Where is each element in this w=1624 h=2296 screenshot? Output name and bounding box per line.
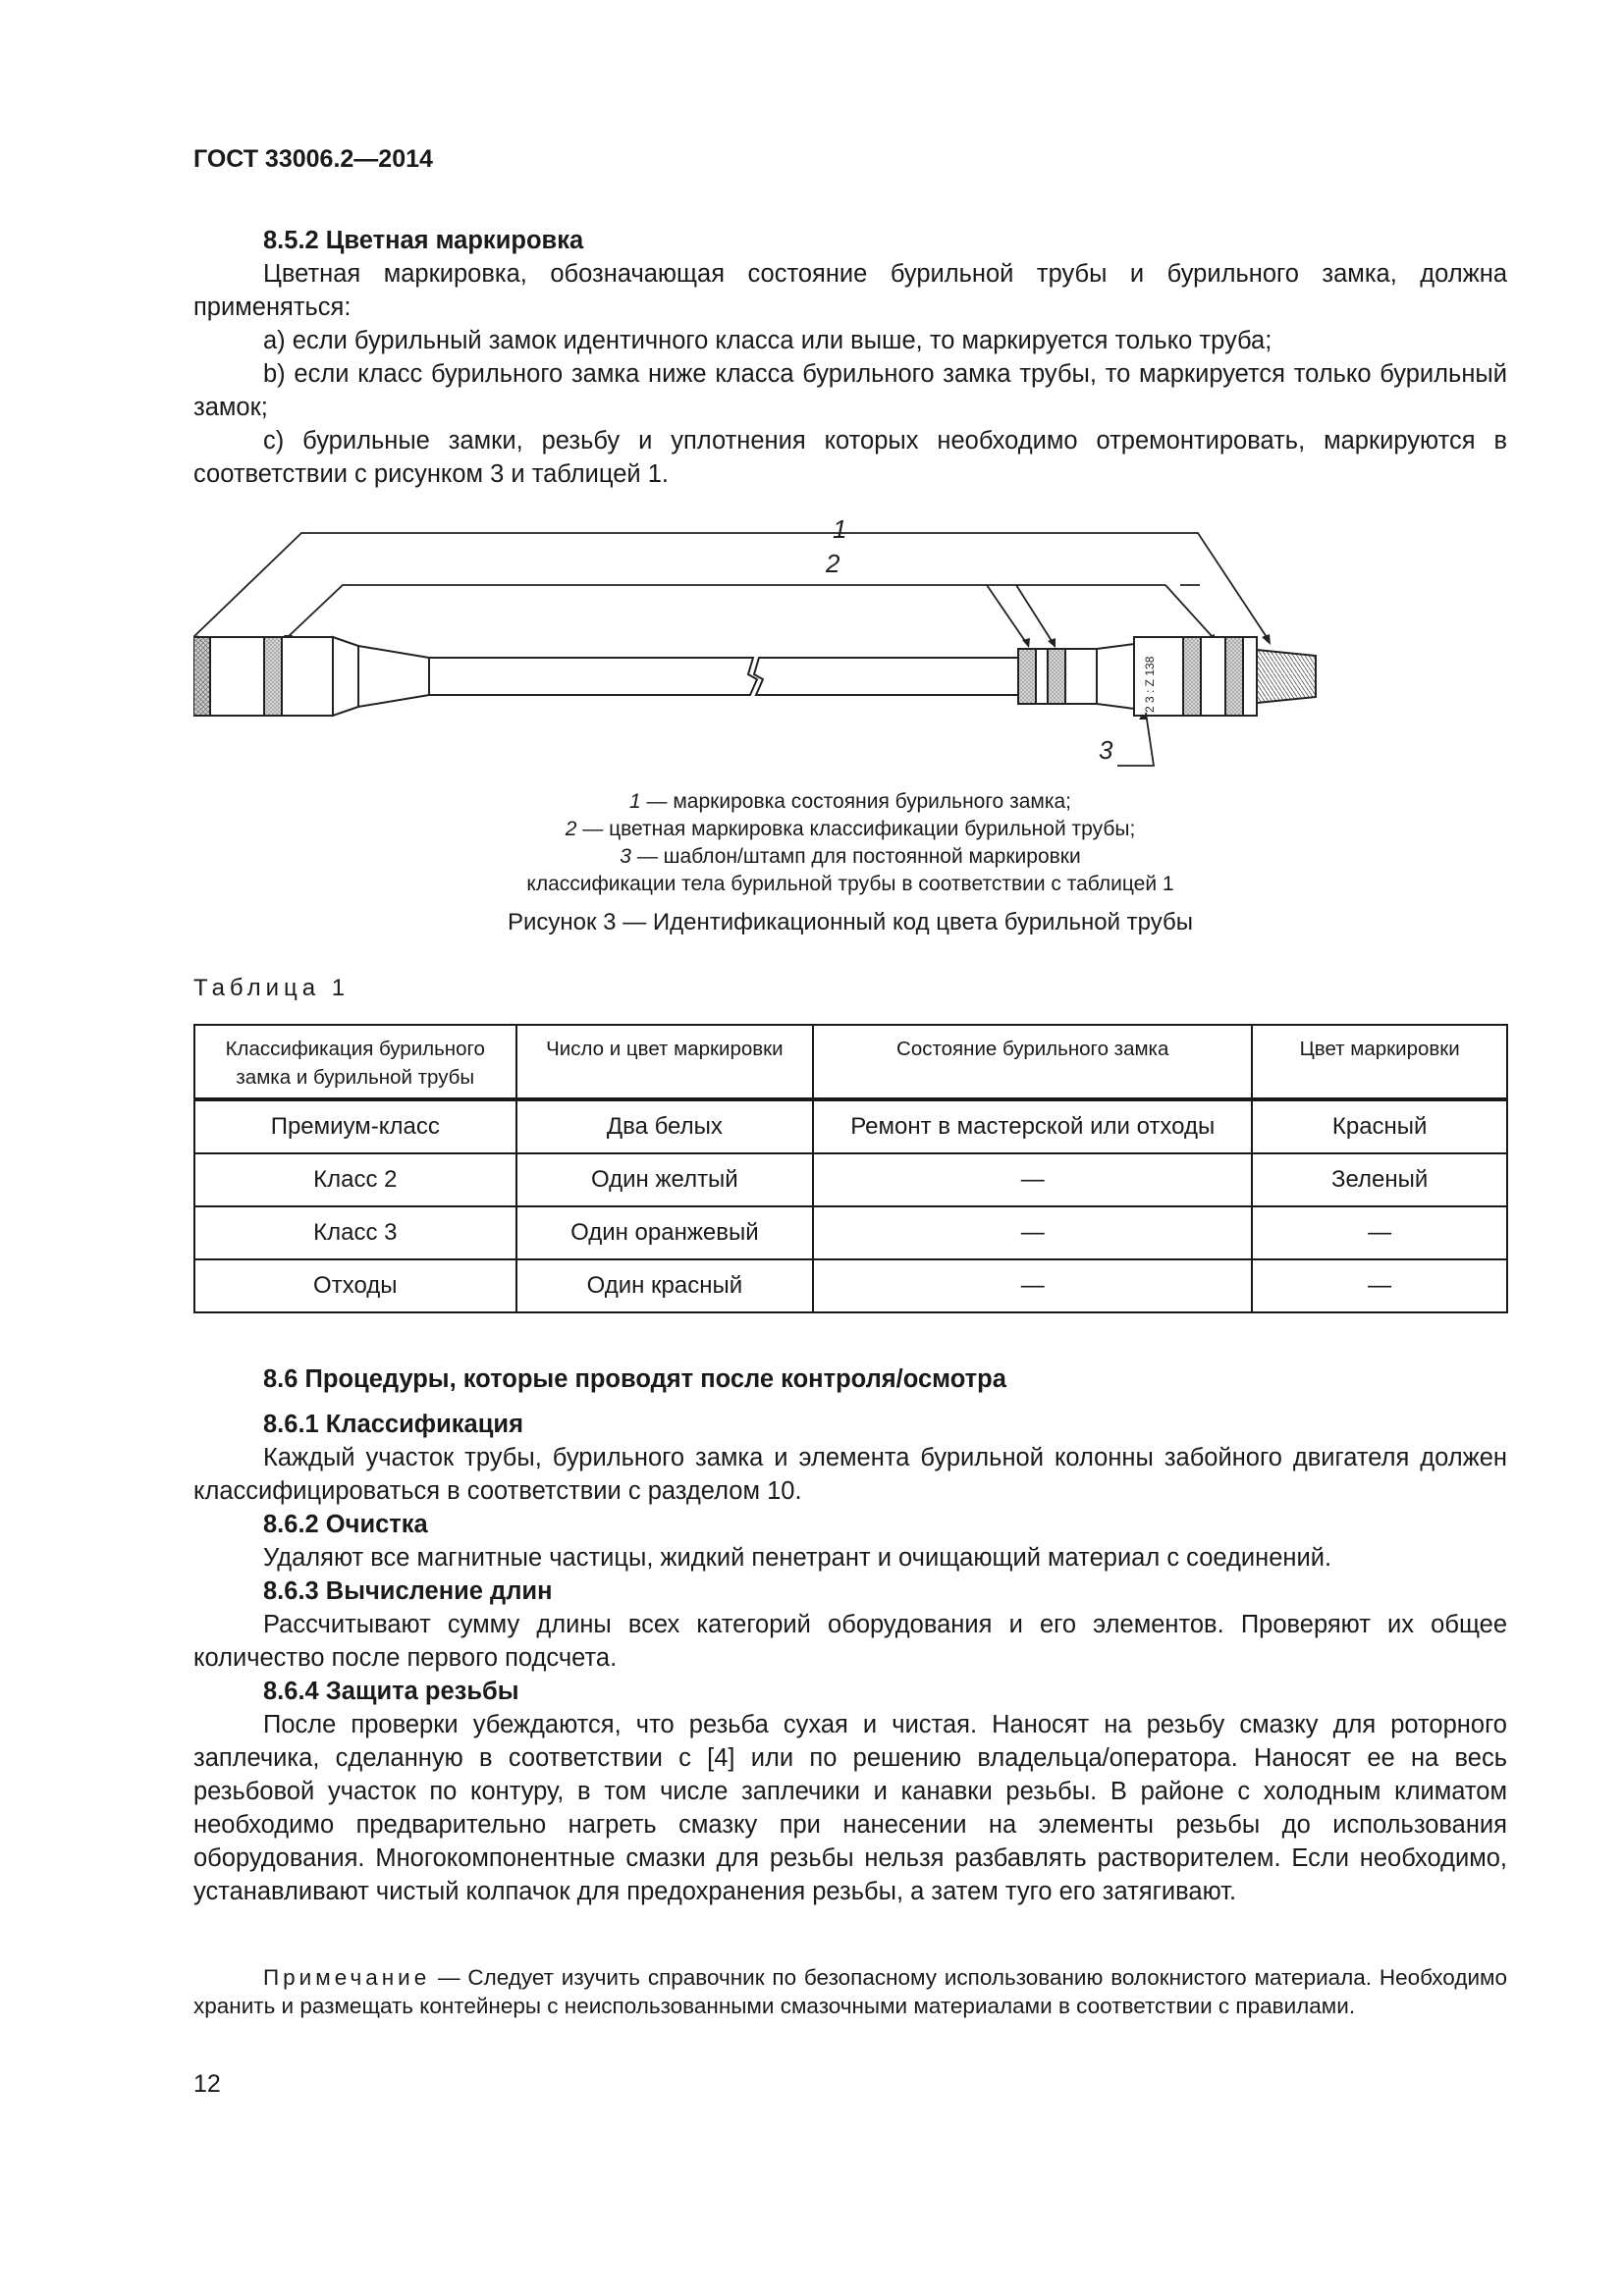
- column-header: Классификация бурильного замка и бурильной трубы: [194, 1025, 516, 1099]
- list-item-b: b) если класс бурильного замка ниже класса бурильного замка трубы, то маркируется только бурильный замок;: [193, 360, 1507, 421]
- table-cell: Премиум-класс: [194, 1099, 516, 1153]
- note-label: Примечание: [263, 1965, 431, 1990]
- table-cell: Класс 2: [194, 1153, 516, 1206]
- paragraph-8-6-1: Каждый участок трубы, бурильного замка и элемента бурильной колонны забойного двигателя должен классифицироваться в соответствии с разделом 10.: [193, 1444, 1507, 1505]
- table-cell: Красный: [1252, 1099, 1507, 1153]
- legend-text: — цветная маркировка классификации бурильной трубы;: [576, 818, 1136, 840]
- legend-line-3: [193, 843, 1507, 871]
- note-text: — Следует изучить справочник по безопасному использованию волокнистого материала. Необходимо хранить и размещать контейнеры с неиспользованными смазочными материалами в соответствии с правилами.: [193, 1965, 1507, 2018]
- subsection-heading-8-6-3: 8.6.3 Вычисление длин: [263, 1577, 553, 1605]
- legend-line-2: [193, 816, 1507, 843]
- list-item-a: a) если бурильный замок идентичного класса или выше, то маркируется только труба;: [263, 327, 1272, 354]
- table-cell: Два белых: [516, 1099, 814, 1153]
- legend-line-1: [193, 788, 1507, 816]
- legend-text: — маркировка состояния бурильного замка;: [640, 790, 1071, 813]
- note: [193, 1963, 1507, 2020]
- paragraph-8-6-4: После проверки убеждаются, что резьба сухая и чистая. Наносят на резьбу смазку для роторного заплечика, сделанную в соответствии с [4] или по решению владельца/оператора. Наносят ее на весь резьбовой участок по контуру, в том числе заплечики и канавки резьбы. В районе с холодным климатом необходимо предварительно нагреть смазку при нанесении на элементы резьбы до использования оборудования. Многокомпонентные смазки для резьбы нельзя разбавлять растворителем. Если необходимо, устанавливают чистый колпачок для предохранения резьбы, а затем туго его затягивают.: [193, 1711, 1507, 1905]
- table-cell: —: [1252, 1206, 1507, 1259]
- table-row: [194, 1099, 1507, 1153]
- table-row: [194, 1259, 1507, 1312]
- column-header: Цвет маркировки: [1252, 1025, 1507, 1099]
- paragraph-8-6-2: Удаляют все магнитные частицы, жидкий пенетрант и очищающий материал с соединений.: [263, 1544, 1332, 1572]
- legend-line-4: классификации тела бурильной трубы в соответствии с таблицей 1: [526, 873, 1174, 895]
- table-row: [194, 1153, 1507, 1206]
- section-heading: 8.5.2 Цветная маркировка: [263, 227, 584, 254]
- callout-label-2: 2: [826, 549, 840, 578]
- figure-legend: [193, 788, 1507, 898]
- table-cell: Класс 3: [194, 1206, 516, 1259]
- column-header: Состояние бурильного замка: [813, 1025, 1252, 1099]
- section-8-5-2: [193, 224, 1507, 491]
- page-number: 12: [193, 2070, 221, 2098]
- subsection-heading-8-6-4: 8.6.4 Защита резьбы: [263, 1678, 519, 1705]
- legend-num: 2: [565, 818, 577, 840]
- table-label: Таблица 1: [193, 975, 351, 1001]
- callout-label-1: 1: [833, 520, 847, 544]
- marking-table: [193, 1024, 1508, 1313]
- subsection-heading-8-6-2: 8.6.2 Очистка: [263, 1511, 428, 1538]
- list-item-c: c) бурильные замки, резьбу и уплотнения которых необходимо отремонтировать, маркируются в соответствии с рисунком 3 и таблицей 1.: [193, 427, 1507, 488]
- table-cell: Один красный: [516, 1259, 814, 1312]
- table-cell: Ремонт в мастерской или отходы: [813, 1099, 1252, 1153]
- legend-num: 1: [629, 790, 641, 813]
- legend-num: 3: [620, 845, 631, 868]
- document-header: ГОСТ 33006.2—2014: [193, 145, 433, 173]
- section-heading: 8.6 Процедуры, которые проводят после контроля/осмотра: [263, 1365, 1006, 1393]
- table-cell: —: [813, 1153, 1252, 1206]
- paragraph-intro: Цветная маркировка, обозначающая состояние бурильной трубы и бурильного замка, должна применяться:: [193, 260, 1507, 321]
- section-8-6: [193, 1362, 1507, 1908]
- callout-label-3: 3: [1099, 735, 1113, 765]
- table-cell: Один оранжевый: [516, 1206, 814, 1259]
- table-cell: Один желтый: [516, 1153, 814, 1206]
- table-cell: —: [813, 1206, 1252, 1259]
- callout-leader-2: [193, 520, 1213, 644]
- table-cell: Зеленый: [1252, 1153, 1507, 1206]
- table-cell: Отходы: [194, 1259, 516, 1312]
- table-row: [194, 1206, 1507, 1259]
- table-header-row: [194, 1025, 1507, 1099]
- table-cell: —: [1252, 1259, 1507, 1312]
- subsection-heading-8-6-1: 8.6.1 Классификация: [263, 1411, 523, 1438]
- figure-caption: Рисунок 3 — Идентификационный код цвета бурильной трубы: [508, 909, 1193, 935]
- callout-leader-3: [1117, 713, 1154, 766]
- column-header: Число и цвет маркировки: [516, 1025, 814, 1099]
- legend-text: — шаблон/штамп для постоянной маркировки: [630, 845, 1081, 868]
- table-cell: —: [813, 1259, 1252, 1312]
- paragraph-8-6-3: Рассчитывают сумму длины всех категорий оборудования и его элементов. Проверяют их общее количество после первого подсчета.: [193, 1611, 1507, 1672]
- stamp-text: 2 3 : Z 138: [1143, 656, 1157, 713]
